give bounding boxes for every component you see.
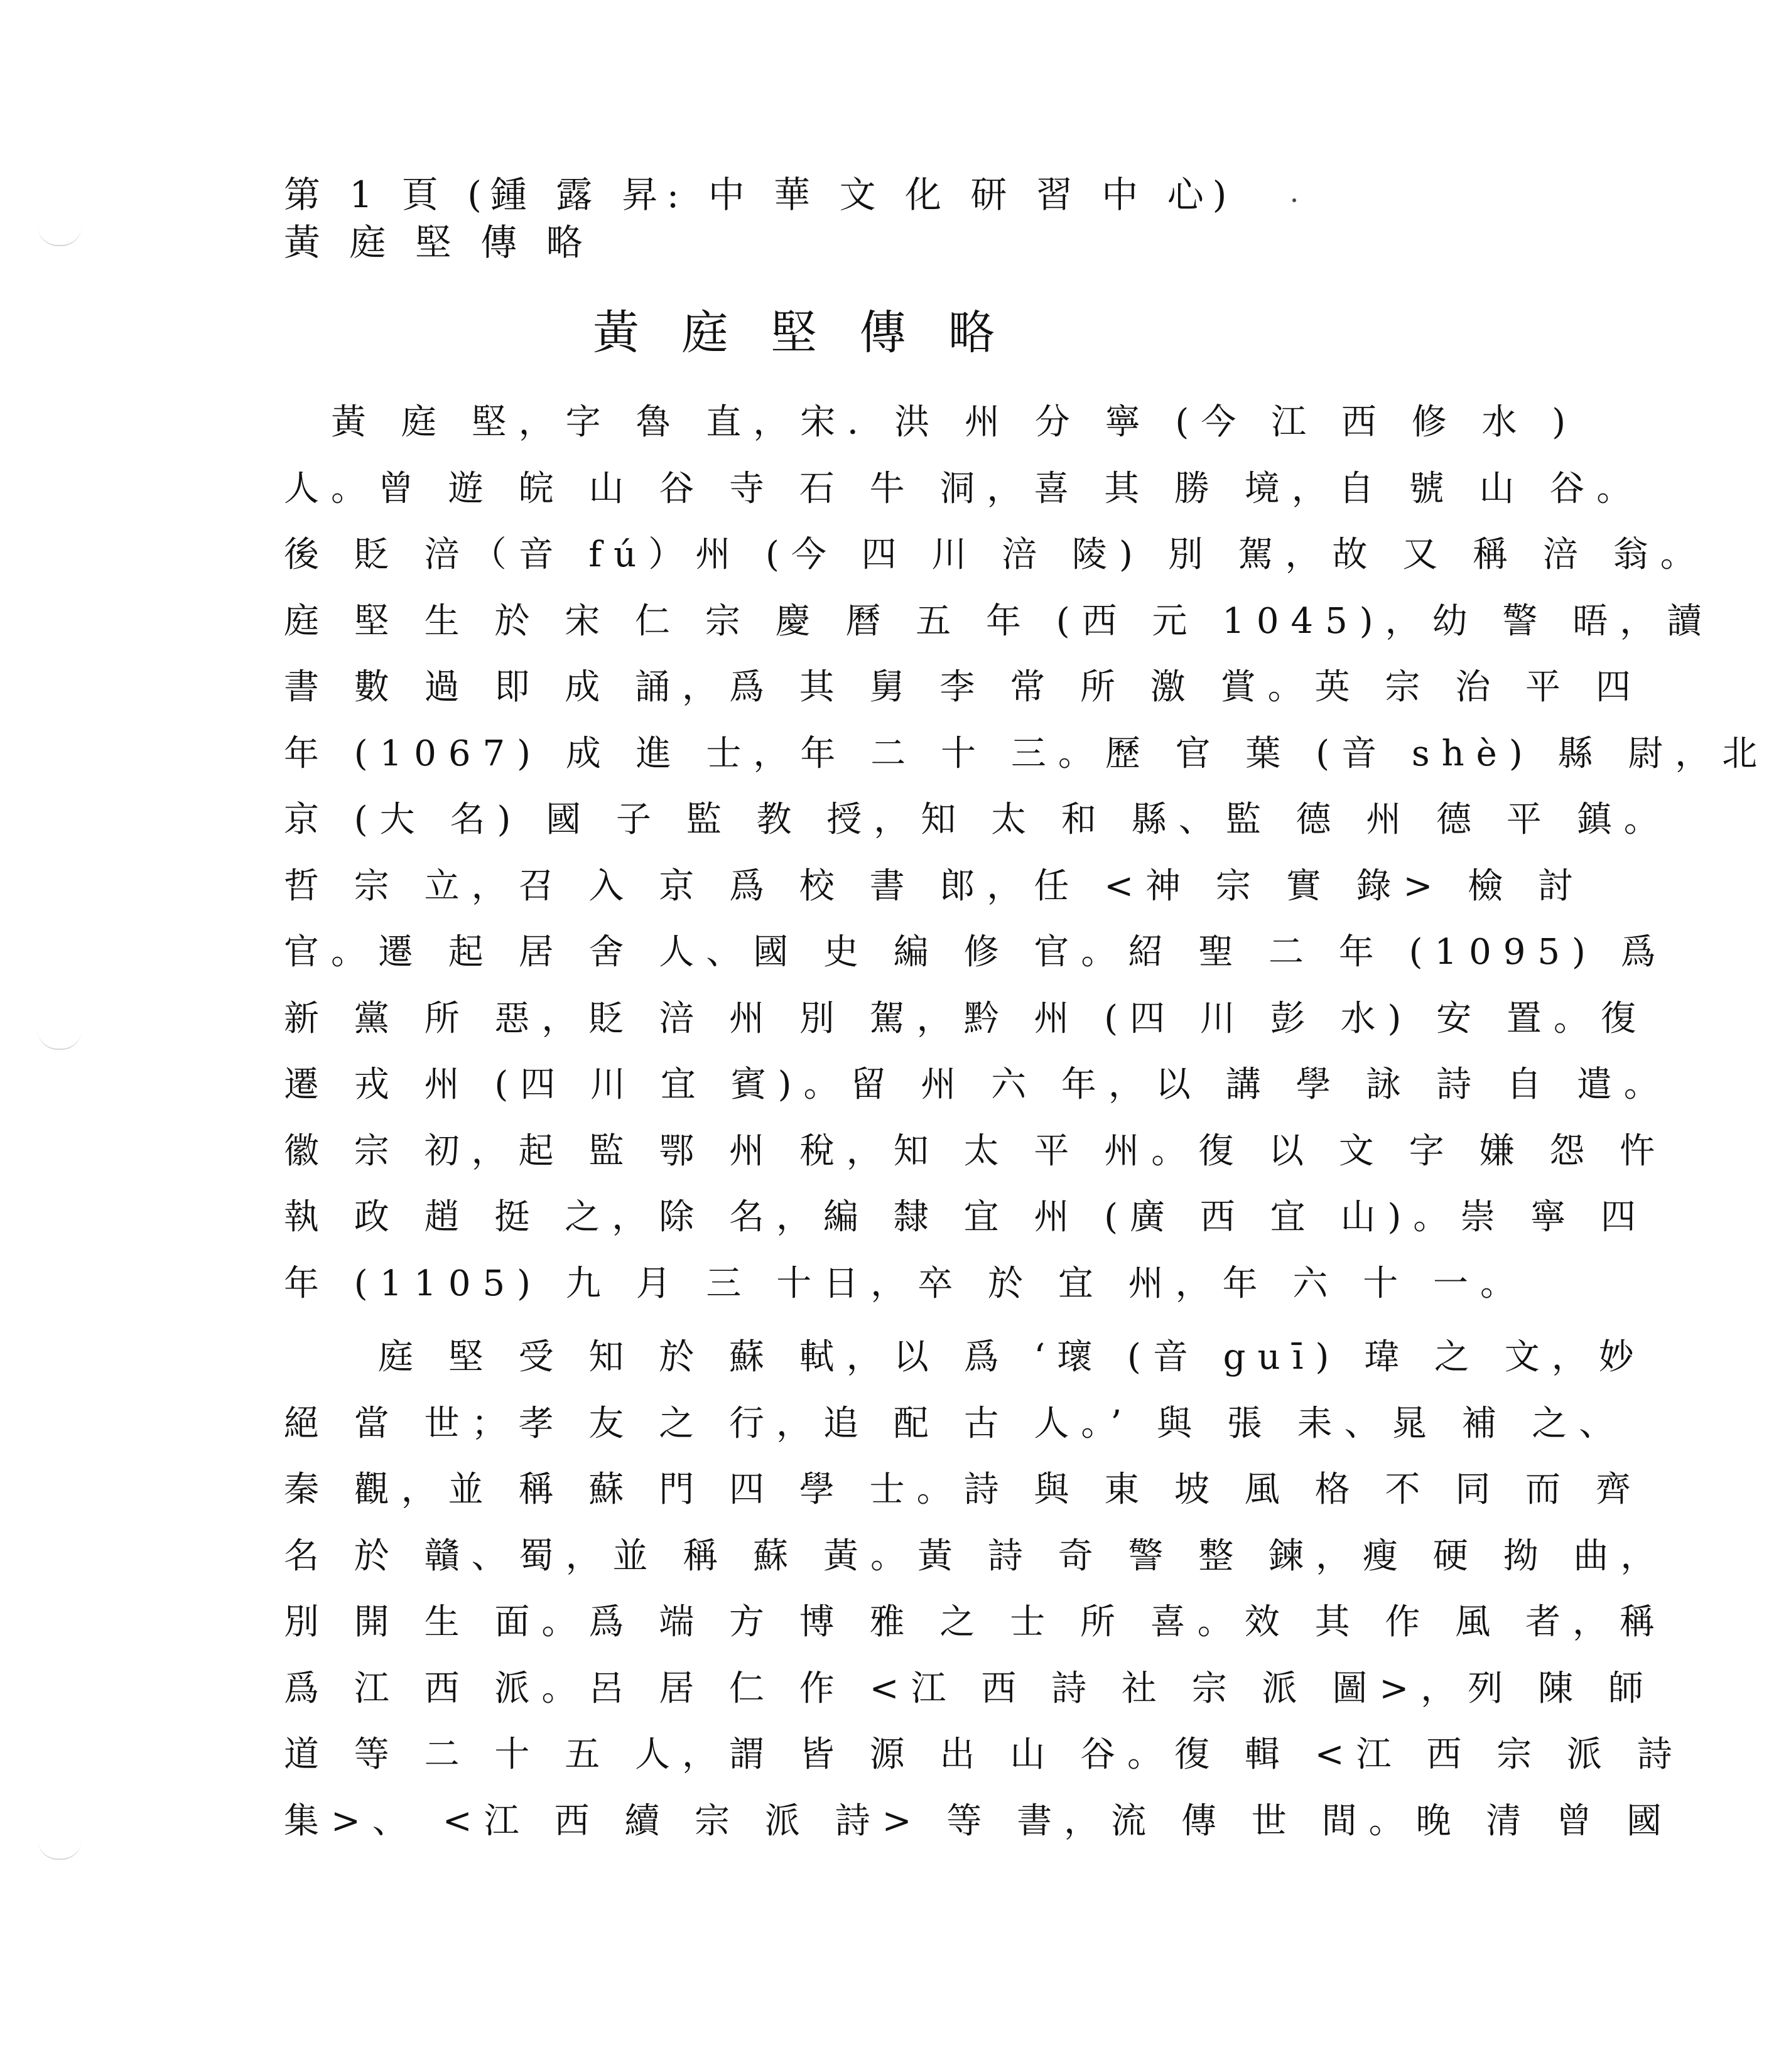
header-page-source: 第 1 頁 (鍾 露 昇: 中 華 文 化 研 習 中 心): [284, 173, 1236, 216]
text-line: 京 (大 名) 國 子 監 教 授，知 太 和 縣、監 德 州 德 平 鎮。: [284, 799, 1671, 840]
text-line: 庭 堅 生 於 宋 仁 宗 慶 曆 五 年 (西 元 1045)，幼 警 晤，讀: [284, 600, 1714, 642]
text-line: 執 政 趙 挺 之，除 名，編 隸 宜 州 (廣 西 宜 山)。崇 寧 四: [284, 1197, 1648, 1238]
text-line: 絕 當 世；孝 友 之 行，追 配 古 人。’ 與 張 耒、晁 補 之、: [284, 1403, 1626, 1444]
text-line: 庭 堅 受 知 於 蘇 軾，以 爲 ‘瓌 (音 guī) 瑋 之 文，妙: [284, 1337, 1646, 1378]
text-line: 後 貶 涪（音 fú）州 (今 四 川 涪 陵) 別 駕，故 又 稱 涪 翁。: [284, 534, 1707, 575]
text-line: 遷 戎 州 (四 川 宜 賓)。留 州 六 年，以 講 學 詠 詩 自 遣。: [284, 1064, 1671, 1105]
scan-edge-mark: [38, 226, 82, 246]
document-title: 黃 庭 堅 傳 略: [592, 306, 1009, 360]
text-line: 新 黨 所 惡，貶 涪 州 別 駕，黔 州 (四 川 彭 水) 安 置。復: [284, 998, 1648, 1039]
text-line: 道 等 二 十 五 人，謂 皆 源 出 山 谷。復 輯 <江 西 宗 派 詩: [284, 1734, 1684, 1775]
stray-mark: [1292, 198, 1296, 202]
header-doc-title: 黃 庭 堅 傳 略: [284, 221, 592, 264]
text-line: 集>、 <江 西 續 宗 派 詩> 等 書，流 傳 世 間。晚 清 曾 國: [284, 1800, 1674, 1842]
text-line: 年 (1105) 九 月 三 十日，卒 於 宜 州，年 六 十 一。: [284, 1263, 1528, 1304]
text-line: 秦 觀，並 稱 蘇 門 四 學 士。詩 與 東 坡 風 格 不 同 而 齊: [284, 1469, 1643, 1510]
paragraph-gap: [284, 1317, 1314, 1324]
body-text: [284, 389, 1769, 1854]
scan-edge-mark: [38, 1030, 82, 1050]
text-line: 人。曾 遊 皖 山 谷 寺 石 牛 洞，喜 其 勝 境，自 號 山 谷。: [284, 468, 1644, 509]
text-line: 哲 宗 立，召 入 京 爲 校 書 郎，任 <神 宗 實 錄> 檢 討: [284, 865, 1586, 907]
page-header: [284, 171, 1235, 266]
text-line: 名 於 贛、蜀，並 稱 蘇 黃。黃 詩 奇 警 整 鍊，瘦 硬 拗 曲，: [284, 1535, 1668, 1577]
text-line: 徽 宗 初，起 監 鄂 州 稅，知 太 平 州。復 以 文 字 嫌 怨 忤: [284, 1130, 1667, 1172]
text-line: 年 (1067) 成 進 士，年 二 十 三。歷 官 葉 (音 shè) 縣 尉，北: [284, 733, 1769, 774]
scan-edge-mark: [38, 1840, 82, 1860]
paragraph: [284, 1324, 1684, 1854]
text-line: 官。遷 起 居 舍 人、國 史 編 修 官。紹 聖 二 年 (1095) 爲: [284, 932, 1668, 973]
text-line: 書 數 過 即 成 誦，爲 其 舅 李 常 所 激 賞。英 宗 治 平 四: [284, 667, 1643, 708]
paragraph: [284, 389, 1769, 1317]
text-line: 別 開 生 面。爲 端 方 博 雅 之 士 所 喜。效 其 作 風 者，稱: [284, 1602, 1667, 1643]
text-line: 爲 江 西 派。呂 居 仁 作 <江 西 詩 社 宗 派 圖>，列 陳 師: [284, 1668, 1655, 1709]
text-line: 黃 庭 堅，字 魯 直，宋．洪 州 分 寧 (今 江 西 修 水 ): [284, 402, 1578, 443]
